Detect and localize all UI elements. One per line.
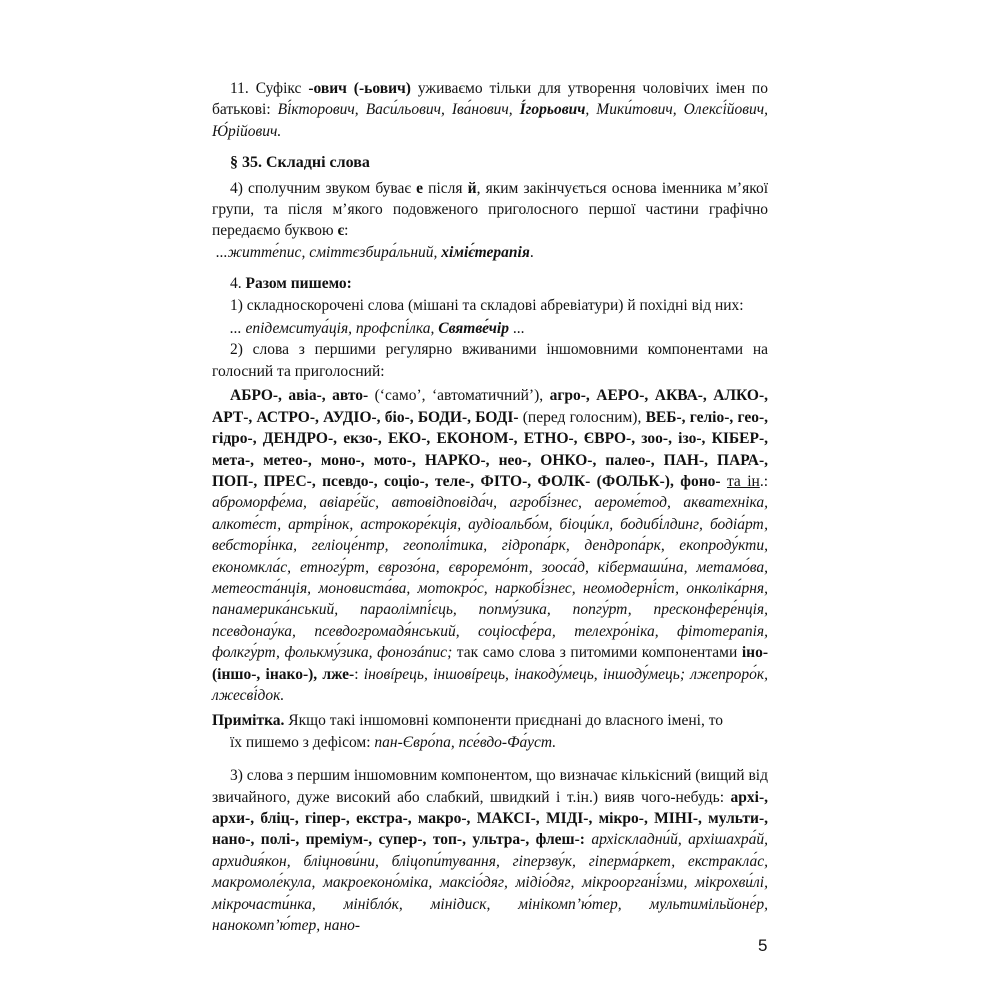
highlighted-example: І́горьович: [519, 101, 586, 119]
paragraph-4-2: 2) слова з першими регулярно вживаними іншомовними компонентами на голосний та приголосний:: [212, 341, 768, 380]
page-number: 5: [758, 936, 768, 955]
prefix-list: АБРО-, авіа-, авто- (‘само’, ‘автоматичний’), агро-, АЕРО-, АКВА-, АЛКО-, АРТ-, АСТРО-, АУДІО-, біо-, БОДИ-, БОДІ- (перед голосним), ВЕБ-, геліо-, гео-, гідро-, ДЕНДРО-, екзо-, ЕКО-, ЕКОНОМ-, ЕТНО-, ЄВРО-, зоо-, ізо-, КІБЕР-, мета-, метео-, моно-, мото-, НАРКО-, нео-, ОНКО-, палео-, ПАН-, ПАРА-, ПОП-, ПРЕС-, псевдо-, соціо-, теле-, ФІТО-, ФОЛК- (ФОЛЬК-), фоно- та ін.: аброморфе́ма, авіаре́йс, автовідповіда́ч, агробі́знес, аероме́тод, акватехніка, алкоте́ст, артрі́нок, астрокоре́кція, аудіоальбо́м, біоци́кл, бодибі́лдинг, бодіа́рт, вебсторі́нка, геліоце́нтр, геополі́тика, гідропа́рк, дендропа́рк, екопроду́кти, економкла́с, етногу́рт, єврозо́на, євроремо́нт, зооса́д, кібермаши́на, метамо́ва, метеоста́нція, моновиста́ва, мотокро́с, наркобі́знес, неомодерні́ст, онколіка́рня, панамерика́нський, параолімпі́єць, попму́зика, попгу́рт, пресконфере́нція, псевдонау́ка, псевдогромадя́нський, соціосфе́ра, телехро́ніка, фітотерапія, фолкгу́рт, фолькму́зика, фонозáпис; так само слова з питомими компонентами іно- (іншо-, інако-), лже-: іновíрець, іншовíрець, інакоду́мець, іншоду́мець; лжепроро́к, лжесві́док.: [212, 387, 769, 704]
paragraph-11: [212, 78, 768, 142]
page-content: [212, 78, 768, 936]
text: 11. Суфікс: [230, 80, 309, 97]
note: Примітка. Якщо такі іншомовні компоненти приєднані до власного імені, то: [212, 712, 724, 730]
examples: , Мики́тович, Олексі́йович, Ю́рійович.: [212, 101, 768, 140]
paragraph-4-3: 3) слова з першим іншомовним компонентом, що визначає кількісний (вищий від звичайного, дуже високий або слабкий, швидкий і т.ін.) вияв чого-небудь: архі-, архи-, бліц-, гіпер-, екстра-, макро-, МАКСІ-, МІДІ-, мікро-, МІНІ-, мульти-, нано-, полі-, преміум-, супер-, топ-, ультра-, флеш-: архіскладни́й, архішахра́й, архидия́кон, бліцнови́ни, бліцопи́тування, гіперзву́к, гіперма́ркет, екстракла́с, макромоле́кула, макроеконо́міка, максіо́дяг, мідіо́дяг, мікрооргані́зми, мікрохви́лі, мікрочасти́нка, мініблóк, мінідиск, мінікомп’ю́тер, мультимільйоне́р, нанокомп’ю́тер, нано-: [212, 767, 768, 935]
suffix-term: -ович (-ьович): [308, 80, 411, 97]
note-continuation: їх пишемо з дефісом: пан-Євро́па, псе́вдо-Фа́уст.: [230, 733, 557, 751]
paragraph-4: 4) сполучним звуком буває е після й, яким закінчується основа іменника м’якої групи, та після м’якого подовженого приголосного першої частини графічно передаємо буквою є:: [212, 179, 768, 240]
text: уживаємо тільки для утворення чоловічих імен по батькові:: [212, 80, 768, 119]
examples: Ві́кторович, Васи́льович, Іва́нович,: [277, 101, 520, 119]
subsection-heading: 4. Разом пишемо:: [230, 275, 352, 293]
paragraph-4-1: 1) складноскорочені слова (мішані та складові абревіатури) й похідні від них:: [230, 296, 744, 314]
example-line: ... епідемситуа́ція, профспі́лка, Святве́чір ...: [230, 320, 525, 338]
section-heading: § 35. Складні слова: [230, 154, 370, 172]
example-line: ...житте́пис, сміттєзбира́льний, хіміє́терапія.: [216, 243, 534, 261]
